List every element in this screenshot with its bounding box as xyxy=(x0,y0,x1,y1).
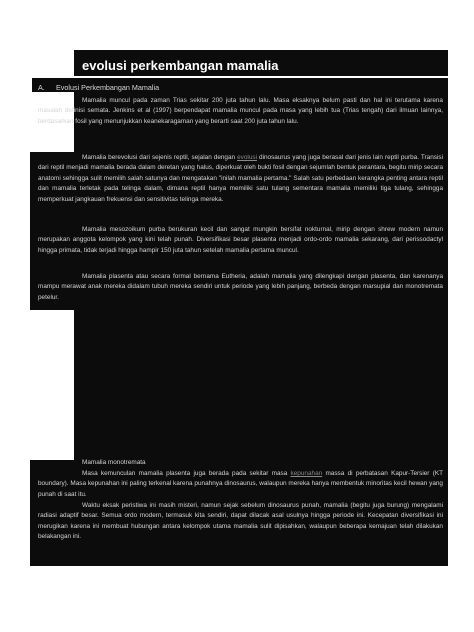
section-label: A. xyxy=(38,83,45,92)
paragraph-6: Masa kemunculan mamalia plasenta juga berada pada sekitar masa kepunahan massa di perbatasan Kapur-Tersier (KT boundary). Masa kepunahan ini paling terkenal karena punahnya dinosaurus, walaupun mereka hanya membentuk minoritas kecil hewan yang punah di saat itu. xyxy=(38,470,443,498)
section-heading xyxy=(38,83,159,92)
evolusi-link[interactable]: evolusi xyxy=(237,154,257,161)
kepunahan-link[interactable]: kepunahan xyxy=(290,470,323,477)
paragraph-3: Mamalia mesozoikum purba berukuran kecil dan sangat mungkin bersifat nokturnal, mirip dengan shrew modern namun merupakan anggota kelompok yang kini telah punah. Diversifikasi besar plasenta menjadi ordo-ordo mamalia sekarang, dari perissodactyl hingga primata, tidak terjadi hingga hampir 150 juta tahun setelah mamalia pertama muncul. xyxy=(38,226,443,254)
paragraph-2: Mamalia berevolusi dari sejenis reptil, sejalan dengan evolusi dinosaurus yang juga berasal dari jenis lain reptil purba. Transisi dari reptil menjadi mamalia berada dalam deretan yang halus, diperkuat oleh bukti fosil dengan sejumlah bentuk perantara, begitu mirip secara anatomi sehingga sulit memilih salah satunya dan mengatakan "inilah mamalia pertama." Salah satu perbedaan kerangka penting antara reptil dan mamalia terletak pada telinga dalam, dimana reptil hanya memiliki satu tulang sementara mamalia memiliki tiga tulang, sehingga memperkuat jangkauan frekuensi dan sensitivitas telinga mereka. xyxy=(38,154,443,203)
section-title: Evolusi Perkembangan Mamalia xyxy=(56,83,160,92)
paragraph-5-heading: Mamalia monotremata xyxy=(82,459,146,466)
middle-block-background xyxy=(74,310,448,460)
paragraph-1: Mamalia muncul pada zaman Trias sekitar 200 juta tahun lalu. Masa eksaknya belum pasti dan hal ini terutama karena masalah definisi semata. Jenkins et al (1997) berpendapat mamalia muncul pada masa yang lebih tua (Trias tengah) dari ilmuan lainnya, berdasarkan fosil yang menunjukkan keanekaragaman yang berarti saat 200 juta tahun lalu. xyxy=(38,97,443,125)
paragraph-4: Mamalia plasenta atau secara formal bernama Eutheria, adalah mamalia yang dilengkapi dengan plasenta, dan karenanya mampu merawat anak mereka didalam tubuh mereka sendiri untuk periode yang lebih panjang, berbeda dengan marsupial dan monotremata petelur. xyxy=(38,273,443,301)
paragraph-7: Waktu eksak peristiwa ini masih misteri, namun sejak sebelum dinosaurus punah, mamalia (begitu juga burung) mengalami radiasi adaptif besar. Semua ordo modern, termasuk kita sendiri, dapat dilacak asal usulnya hingga periode ini. Kecepatan diversifikasi ini merugikan karena ini membuat hubungan antara kelompok utama mamalia sulit dipisahkan, walaupun beberapa kemajuan telah dilakukan belakangan ini. xyxy=(38,502,443,541)
document-title: evolusi perkembangan mamalia xyxy=(82,58,279,73)
